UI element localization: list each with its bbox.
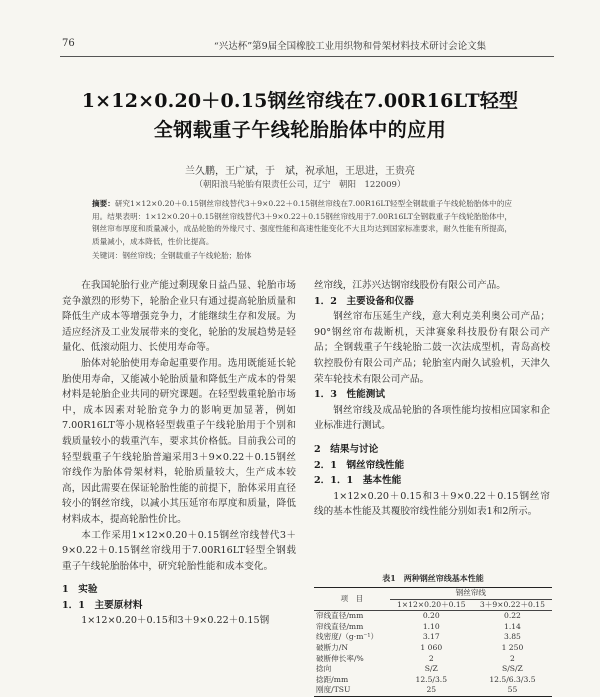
table-cell-b: 55 — [473, 685, 552, 696]
section-2-1-1-heading: 2．1．1 基本性能 — [314, 475, 402, 487]
table-row — [314, 675, 552, 686]
table-cell-b: 1 250 — [501, 642, 524, 652]
keywords-label: 关键词： — [92, 251, 123, 260]
intro-paragraph-3: 本工作采用1×12×0.20＋0.15钢丝帘线替代3＋9×0.22＋0.15钢丝帘线用于7.00R16LT轻型全钢载重子午线轮胎胎体中，研究轮胎性能和成本变化。 — [62, 529, 296, 572]
table-cell-item: 捻距/mm — [316, 674, 349, 684]
table-cell-item: 帘线直径/mm — [316, 611, 364, 621]
intro-paragraph-2: 胎体对轮胎使用寿命起重要作用。选用既能延长轮胎使用寿命，又能减小轮胎质量和降低生产成本的骨架材料是轮胎企业共同的研究课题。在轻型载重轮胎市场中，成本因素对轮胎竞争力的影响更加显著，例如7.00R16LT等小规格轻型载重子午线轮胎用于个别和载质量较小的载重汽车，要求其价格低。目前我公司的轻型载重子午线轮胎普遍采用3＋9×0.22＋0.15钢丝帘线作为胎体骨架材料，轮胎质量较大，生产成本较高，因此需要在保证轮胎性能的前提下，胎体采用直径较小的钢丝帘线，以减小其压延帘布厚度和质量，降低材料成本，提高轮胎性价比。 — [62, 357, 296, 525]
table-cell-b: S/S/Z — [502, 664, 523, 674]
table-cell-item: 捻向 — [316, 664, 332, 674]
keywords — [92, 250, 512, 261]
section-1-3-heading: 1．3 性能测试 — [314, 389, 385, 401]
table-cell-b: 2 — [510, 653, 515, 663]
table-header-row — [314, 588, 552, 600]
table-corner-label: 项 目 — [314, 588, 390, 611]
authors: 兰久鹏，王广斌，于 斌，祝承旭，王思进，王贵亮 — [185, 166, 415, 177]
section-1-1-heading: 1．1 主要原材料 — [62, 599, 143, 611]
table-col-b-header: 3＋9×0.22＋0.15 — [473, 599, 552, 611]
table-cell-a: S/Z — [424, 664, 438, 674]
table-cell-a: 2 — [428, 653, 434, 663]
table-cell-a: 3.17 — [422, 632, 440, 642]
section-1-1-text: 1×12×0.20＋0.15和3＋9×0.22＋0.15钢 — [81, 615, 270, 627]
table-cell-item: 破断力/N — [316, 642, 348, 652]
article-title-line-1: 1×12×0.20＋0.15钢丝帘线在7.00R16LT轻型 — [81, 90, 519, 112]
table-row — [314, 664, 552, 675]
table-row — [314, 685, 552, 696]
table-cell-a: 1 060 — [420, 642, 443, 652]
table-row — [314, 643, 552, 654]
article-title-line-2: 全钢载重子午线轮胎胎体中的应用 — [153, 119, 447, 141]
section-1-1-continued: 丝帘线，江苏兴达钢帘线股份有限公司产品。 — [314, 280, 506, 291]
table-group-label: 钢丝帘线 — [390, 588, 552, 600]
page-number: 76 — [62, 38, 75, 49]
table-cell-a: 0.20 — [422, 611, 440, 621]
table-cell-item: 刚度/TSU — [314, 685, 390, 696]
table-row — [314, 654, 552, 665]
table-cell-item: 帘线直径/mm — [316, 621, 364, 631]
affiliation: （朝阳浪马轮胎有限责任公司，辽宁 朝阳 122009） — [194, 180, 406, 190]
section-2-1-heading: 2．1 钢丝帘线性能 — [314, 459, 405, 471]
table-row — [314, 611, 552, 622]
table-cell-item: 破断伸长率/% — [316, 653, 364, 663]
table-cell-b: 12.5/6.3/3.5 — [489, 674, 536, 684]
table-row — [314, 632, 552, 643]
abstract-text: 研究1×12×0.20＋0.15钢丝帘线替代3＋9×0.22＋0.15钢丝帘线在7.00R16LT轻型全钢载重子午线轮胎胎体中的应用。结果表明：1×12×0.20＋0.15钢丝帘线替代3＋9×0.22＋0.15钢丝帘线用于7.00R16LT全钢载重子午线轮胎胎体中，钢丝帘布厚度和质量减小，成品轮胎的外缘尺寸、强度性能和高速性能变化不大且均达到国家标准要求，耐久性能有所提高，质量减小，成本降低，性价比提高。 — [92, 199, 513, 246]
section-2-1-1-text: 1×12×0.20＋0.15和3＋9×0.22＋0.15钢丝帘线的基本性能及其覆胶帘线性能分别如表1和2所示。 — [314, 490, 550, 518]
abstract-label: 摘要： — [92, 199, 115, 208]
table-cell-item: 线密度/（g·m⁻¹） — [316, 632, 379, 642]
header-rule — [60, 56, 554, 57]
left-column — [62, 278, 296, 629]
keywords-text: 钢丝帘线；全钢载重子午线轮胎；胎体 — [122, 251, 252, 260]
running-title: “兴达杯”第9届全国橡胶工业用织物和骨架材料技术研讨会论文集 — [213, 41, 487, 52]
intro-paragraph-1: 在我国轮胎行业产能过剩现象日益凸显、轮胎市场竞争激烈的形势下，轮胎企业只有通过提高轮胎质量和降低生产成本等增强竞争力，才能继续生存和发展。为适应经济及工业发展带来的变化，轮胎的发展趋势是轻量化、低滚动阻力、长使用寿命等。 — [62, 280, 296, 354]
section-1-2-text: 钢丝帘布压延生产线，意大利克美利奥公司产品；90°钢丝帘布裁断机，天津赛象科技股份有限公司产品；全钢载重子午线轮胎二鼓一次法成型机，青岛高校软控股份有限公司产品；轮胎室内耐久试验机，天津久荣车轮技术有限公司产品。 — [314, 311, 550, 385]
table-cell-b: 3.85 — [503, 632, 521, 642]
table-cell-a: 1.10 — [422, 621, 440, 631]
abstract — [92, 198, 512, 248]
table-row — [314, 622, 552, 633]
table-1-caption: 表1 两种钢丝帘线基本性能 — [382, 573, 484, 583]
section-1-2-heading: 1．2 主要设备和仪器 — [314, 295, 414, 307]
section-1-3-text: 钢丝帘线及成品轮胎的各项性能均按相应国家和企业标准进行测试。 — [314, 404, 550, 432]
table-1 — [314, 573, 552, 697]
table-cell-b: 1.14 — [503, 621, 521, 631]
table-cell-a: 12.5/3.5 — [415, 674, 448, 684]
section-1-heading: 1 实验 — [62, 584, 98, 596]
table-1-grid — [314, 587, 552, 697]
table-cell-b: 0.22 — [503, 611, 521, 621]
section-2-heading: 2 结果与讨论 — [314, 443, 379, 455]
table-col-a-header: 1×12×0.20＋0.15 — [390, 599, 473, 611]
right-column — [314, 278, 550, 520]
table-cell-a: 25 — [390, 685, 473, 696]
